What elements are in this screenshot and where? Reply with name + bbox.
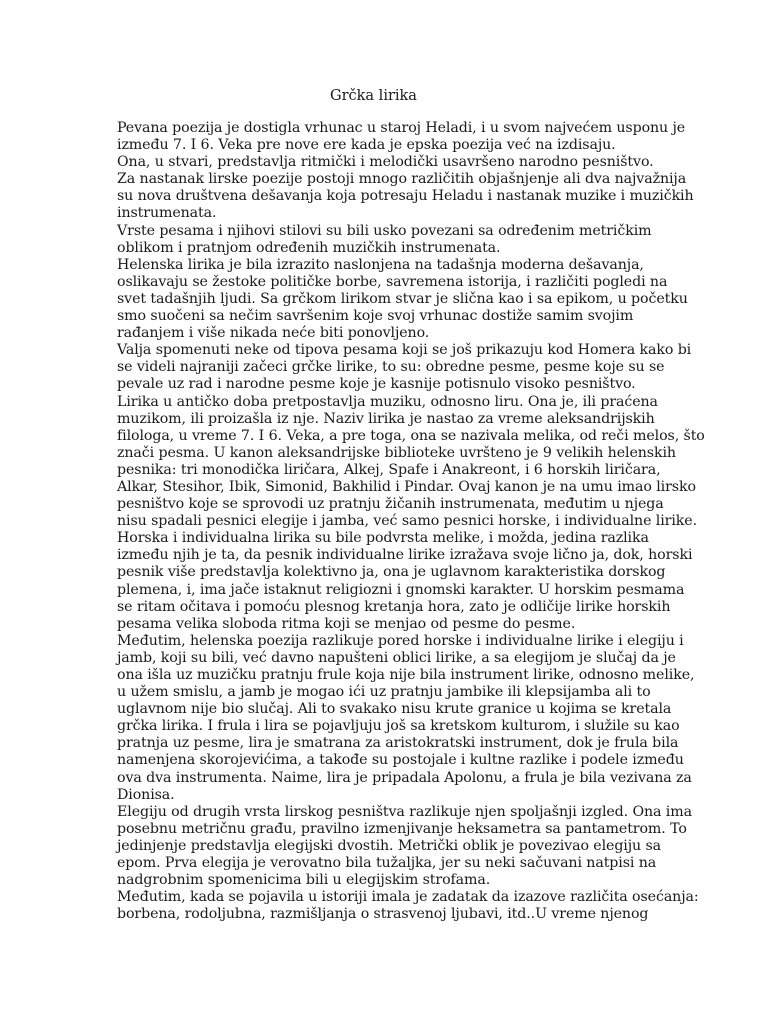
- text-line: Međutim, kada se pojavila u istoriji imala je zadatak da izazove različita osećanja:: [117, 889, 699, 906]
- body-text: [117, 120, 705, 923]
- text-line: znači pesma. U kanon aleksandrijske biblioteke uvršteno je 9 velikih helenskih: [117, 444, 676, 461]
- text-line: se videli najraniji začeci grčke lirike, to su: obredne pesme, pesme koje su se: [117, 359, 665, 376]
- text-line: posebnu metričnu građu, pravilno izmenjivanje heksametra sa pantametrom. To: [117, 820, 687, 837]
- text-line: Alkar, Stesihor, Ibik, Simonid, Bakhilid i Pindar. Ovaj kanon je na umu imao lirsko: [117, 478, 696, 495]
- text-line: smo suočeni sa nečim savršenim koje svoj vrhunac dostiže samim svojim: [117, 308, 634, 325]
- text-line: nadgrobnim spomenicima bili u elegijskim strofama.: [117, 872, 491, 889]
- text-line: instrumenata.: [117, 205, 217, 222]
- text-line: ona išla uz muzičku pratnju frule koja nije bila instrument lirike, odnosno melike,: [117, 667, 695, 683]
- text-line: Dionisa.: [117, 786, 175, 803]
- text-line: ova dva instrumenta. Naime, lira je pripadala Apolonu, a frula je bila vezivana za: [117, 769, 692, 786]
- text-line: uglavnom nije bio slučaj. Ali to svakako nisu krute granice u kojima se kretala: [117, 701, 672, 718]
- text-line: borbena, rodoljubna, razmišljanja o strasvenoj ljubavi, itd..U vreme njenog: [117, 906, 649, 923]
- text-line: filologa, u vreme 7. I 6. Veka, a pre toga, ona se nazivala melika, od reči melos, što: [117, 427, 705, 444]
- text-line: pesnik više predstavlja kolektivno ja, ona je uglavnom karakteristika dorskog: [117, 564, 666, 581]
- text-line: pevale uz rad i narodne pesme koje je kasnije potisnulo visoko pesništvo.: [117, 376, 636, 393]
- text-line: Vrste pesama i njihovi stilovi su bili usko povezani sa određenim metričkim: [117, 222, 652, 239]
- text-line: jamb, koji su bili, već davno napušteni oblici lirike, a sa elegijom je slučaj da je: [117, 649, 676, 666]
- text-line: pratnja uz pesme, lira je smatrana za aristokratski instrument, dok je frula bila: [117, 735, 679, 752]
- text-line: Međutim, helenska poezija razlikuje pored horske i individualne lirike i elegiju i: [117, 632, 684, 649]
- text-line: rađanjem i više nikada neće biti ponovljeno.: [117, 325, 430, 342]
- text-line: oslikavaju se žestoke političke borbe, savremena istorija, i različiti pogledi na: [117, 273, 668, 290]
- text-line: Elegiju od drugih vrsta lirskog pesništva razlikuje njen spoljašnji izgled. Ona ima: [117, 803, 692, 820]
- text-line: su nova društvena dešavanja koja potresaju Heladu i nastanak muzike i muzičkih: [117, 188, 694, 205]
- text-line: svet tadašnjih ljudi. Sa grčkom lirikom stvar je slična kao i sa epikom, u početku: [117, 290, 688, 307]
- text-line: namenjena skorojevićima, a takođe su postojale i kultne razlike i podele između: [117, 752, 684, 769]
- text-line: Lirika u antičko doba pretpostavlja muziku, odnosno liru. Ona je, ili praćena: [117, 393, 658, 410]
- text-line: Valja spomenuti neke od tipova pesama koji se još prikazuju kod Homera kako bi: [117, 342, 692, 359]
- text-line: epom. Prva elegija je verovatno bila tužaljka, jer su neki sačuvani natpisi na: [117, 855, 657, 872]
- text-line: pesništvo koje se sprovodi uz pratnju žičanih instrumenata, međutim u njega: [117, 496, 664, 513]
- text-line: plemena, i, ima jače istaknut religiozni i gnomski karakter. U horskim pesmama: [117, 581, 685, 598]
- text-line: pesama velika sloboda ritma koji se menjao od pesme do pesme.: [117, 615, 576, 632]
- text-line: pesnika: tri monodička liričara, Alkej, Spafe i Anakreont, i 6 horskih liričara,: [117, 461, 661, 478]
- page-title: Grčka lirika: [330, 88, 417, 104]
- text-line: jedinjenje predstavlja elegijski dvostih. Metrički oblik je povezivao elegiju sa: [117, 837, 662, 854]
- text-line: nisu spadali pesnici elegije i jamba, već samo pesnici horske, i individualne lirike.: [117, 513, 697, 530]
- text-line: Helenska lirika je bila izrazito naslonjena na tadašnja moderna dešavanja,: [117, 256, 644, 273]
- text-line: Horska i individualna lirika su bile podvrsta melike, i možda, jedina razlika: [117, 530, 649, 547]
- text-line: između njih je ta, da pesnik individualne lirike izražava svoje lično ja, dok, horski: [117, 547, 693, 564]
- text-line: grčka lirika. I frula i lira se pojavljuju još sa kretskom kulturom, i služile su kao: [117, 718, 680, 735]
- text-line: između 7. I 6. Veka pre nove ere kada je epska poezija već na izdisaju.: [117, 137, 616, 154]
- text-line: Za nastanak lirske poezije postoji mnogo različitih objašnjenje ali dva najvažnija: [117, 171, 687, 188]
- text-line: Pevana poezija je dostigla vrhunac u staroj Heladi, i u svom najvećem usponu je: [117, 120, 686, 136]
- text-line: muzikom, ili proizašla iz nje. Naziv lirika je nastao za vreme aleksandrijskih: [117, 410, 655, 427]
- text-line: se ritam očitava i pomoću plesnog kretanja hora, zato je odličije lirike horskih: [117, 598, 671, 615]
- text-line: oblikom i pratnjom određenih muzičkih instrumenata.: [117, 239, 501, 256]
- text-line: Ona, u stvari, predstavlja ritmički i melodički usavršeno narodno pesništvo.: [117, 154, 654, 171]
- text-line: u užem smislu, a jamb je mogao ići uz pratnju jambike ili klepsijamba ali to: [117, 684, 651, 701]
